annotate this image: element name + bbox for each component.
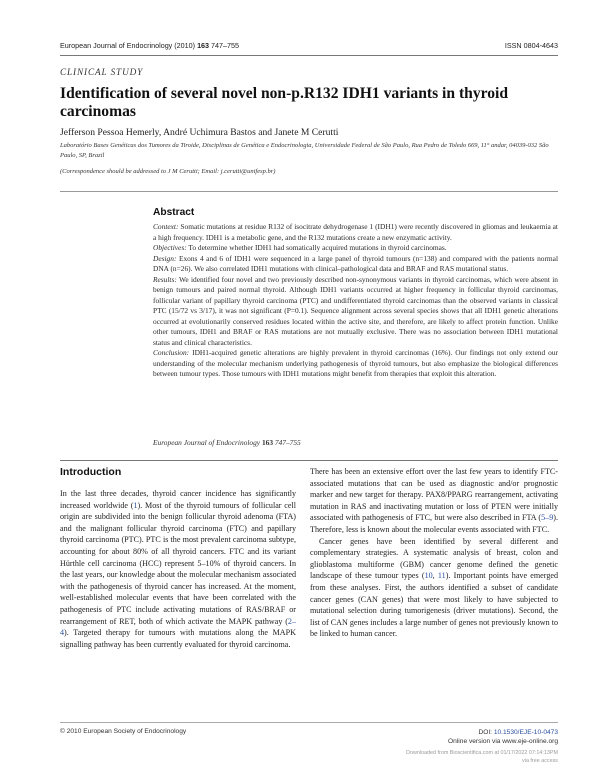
abstract-conclusion: Conclusion: IDH1-acquired genetic alterations are highly prevalent in thyroid carcinomas (16%). Our findings not only extend our understanding of the molecular mechanism underlying pathogenesis of thyroid tumours, but also emphasize the biological differences between tumour types. Those tumours with IDH1 mutations might benefit from therapies that exploit this alteration. bbox=[153, 348, 558, 378]
introduction-right-column bbox=[310, 466, 558, 640]
introduction-rule bbox=[60, 460, 558, 461]
affiliation: Laboratório Bases Genéticas dos Tumores da Tiroide, Disciplinas de Genética e Endocrinologia, Universidade Federal de São Paulo, Rua Pedro de Toledo 669, 11° andar, 04039-032 São Paulo, SP, Brazil bbox=[60, 142, 549, 159]
abstract-rule bbox=[60, 191, 558, 192]
introduction-heading: Introduction bbox=[60, 466, 122, 478]
reference-link[interactable]: 2–4 bbox=[60, 616, 296, 638]
intro-paragraph: Cancer genes have been identified by several different and complementary strategies. A systematic analysis of breast, colon and glioblastoma multiforme (GBM) cancer genome defined the genetic landscape of these tumour types (10, 11). Important points have emerged from these analyses. First, the authors identified a subset of candidate cancer genes (CAN genes) that were most likely to have subjected to mutational selection during tumorigenesis (driver mutations). Second, the list of CAN genes includes a large number of genes not previously known to be linked to human cancer. bbox=[310, 536, 559, 639]
article-title: Identification of several novel non-p.R132 IDH1 variants in thyroid carcinomas bbox=[60, 85, 509, 120]
abstract-context: Context: Somatic mutations at residue R132 of isocitrate dehydrogenase 1 (IDH1) were recently discovered in gliomas and leukaemia at a high frequency. IDH1 is a metabolic gene, and the R132 mutations create a new enzymatic activity. bbox=[153, 222, 558, 242]
abstract-citation: European Journal of Endocrinology 163 747–755 bbox=[153, 438, 301, 447]
correspondence: (Correspondence should be addressed to J M Cerutti; Email: j.cerutti@unifesp.br) bbox=[60, 168, 276, 175]
section-label: CLINICAL STUDY bbox=[60, 67, 144, 77]
header-rule bbox=[60, 55, 558, 56]
author-list: Jefferson Pessoa Hemerly, André Uchimura Bastos and Janete M Cerutti bbox=[60, 127, 339, 138]
footer-links bbox=[448, 728, 558, 746]
intro-paragraph: There has been an extensive effort over the last few years to identify FTC-associated mutations that can be used as diagnostic and/or prognostic marker and new target for therapy. PAX8/PPARG rearrangement, activating mutation in RAS and inactivating mutation or loss of PTEN were initially associated with pathogenesis of FTC, but were also described in FTA (5–9). Therefore, less is known about the molecular events associated with FTC. bbox=[310, 467, 558, 534]
footer-rule bbox=[60, 722, 558, 723]
abstract-body bbox=[153, 222, 558, 380]
reference-link[interactable]: 5–9 bbox=[541, 513, 554, 523]
introduction-left-column bbox=[60, 488, 296, 650]
running-header bbox=[60, 41, 558, 51]
doi-link[interactable]: 10.1530/EJE-10-0473 bbox=[493, 729, 558, 736]
issn: ISSN 0804-4643 bbox=[504, 41, 558, 50]
doi-line: DOI: 10.1530/EJE-10-0473 bbox=[478, 729, 558, 736]
reference-link[interactable]: 1 bbox=[133, 500, 138, 510]
abstract-heading: Abstract bbox=[153, 207, 195, 218]
reference-link[interactable]: 11 bbox=[437, 571, 446, 581]
abstract-design: Design: Exons 4 and 6 of IDH1 were sequenced in a large panel of thyroid tumours (n=138) and compared with the patients normal DNA (n=26). We also correlated IDH1 mutations with clinical–pathological data and BRAF and RAS mutational status. bbox=[153, 253, 558, 273]
download-watermark: Downloaded from Bioscientifica.com at 01/17/2022 07:14:13PM via free access bbox=[406, 750, 558, 764]
journal-citation: European Journal of Endocrinology (2010) 163 747–755 bbox=[60, 41, 240, 50]
online-version: Online version via www.eje-online.org bbox=[448, 738, 558, 745]
abstract-objectives: Objectives: To determine whether IDH1 had somatically acquired mutations in thyroid carcinomas. bbox=[153, 243, 447, 252]
reference-link[interactable]: 10 bbox=[424, 571, 433, 581]
intro-paragraph: In the last three decades, thyroid cancer incidence has significantly increased worldwide (1). Most of the thyroid tumours of follicular cell origin are subdivided into the benign follicular thyroid adenoma (FTA) and the malignant follicular thyroid carcinoma (FTC) and papillary thyroid carcinoma (PTC). PTC is the most prevalent carcinoma subtype, accounting for about 80% of all thyroid cancers. FTC and its variant Hürthle cell carcinoma (HCC) represent 5–10% of thyroid cancers. In the last years, our knowledge about the molecular mechanism associated with the pathogenesis of thyroid cancer has increased. At the moment, well-established molecular events that have been correlated with the pathogenesis of PTC include activating mutations of RAS/BRAF or rearrangement of RET, both of which activate the MAPK pathway (2–4). Targeted therapy for tumours with mutations along the MAPK signalling pathway has been currently evaluated for thyroid carcinoma. bbox=[60, 489, 296, 649]
abstract-results: Results: We identified four novel and two previously described non-synonymous variants in thyroid carcinomas, which were absent in benign tumours and paired normal thyroid. Although IDH1 variants occurred at higher frequency in follicular thyroid carcinomas, follicular variant of papillary thyroid carcinoma (PTC) and undifferentiated thyroid carcinomas than the observed variants in classical PTC (15/72 vs 3/17), it was not significant (P=0.1). Sequence alignment across several species shows that all IDH1 genetic alterations occurred at evolutionarily conserved residues located within the active site, and therefore, are likely to affect protein function. Unlike other tumours, IDH1 and BRAF or RAS mutations are not mutually exclusive. There was no association between IDH1 mutational status and clinical characteristics. bbox=[153, 274, 558, 347]
copyright: © 2010 European Society of Endocrinology bbox=[60, 728, 187, 735]
